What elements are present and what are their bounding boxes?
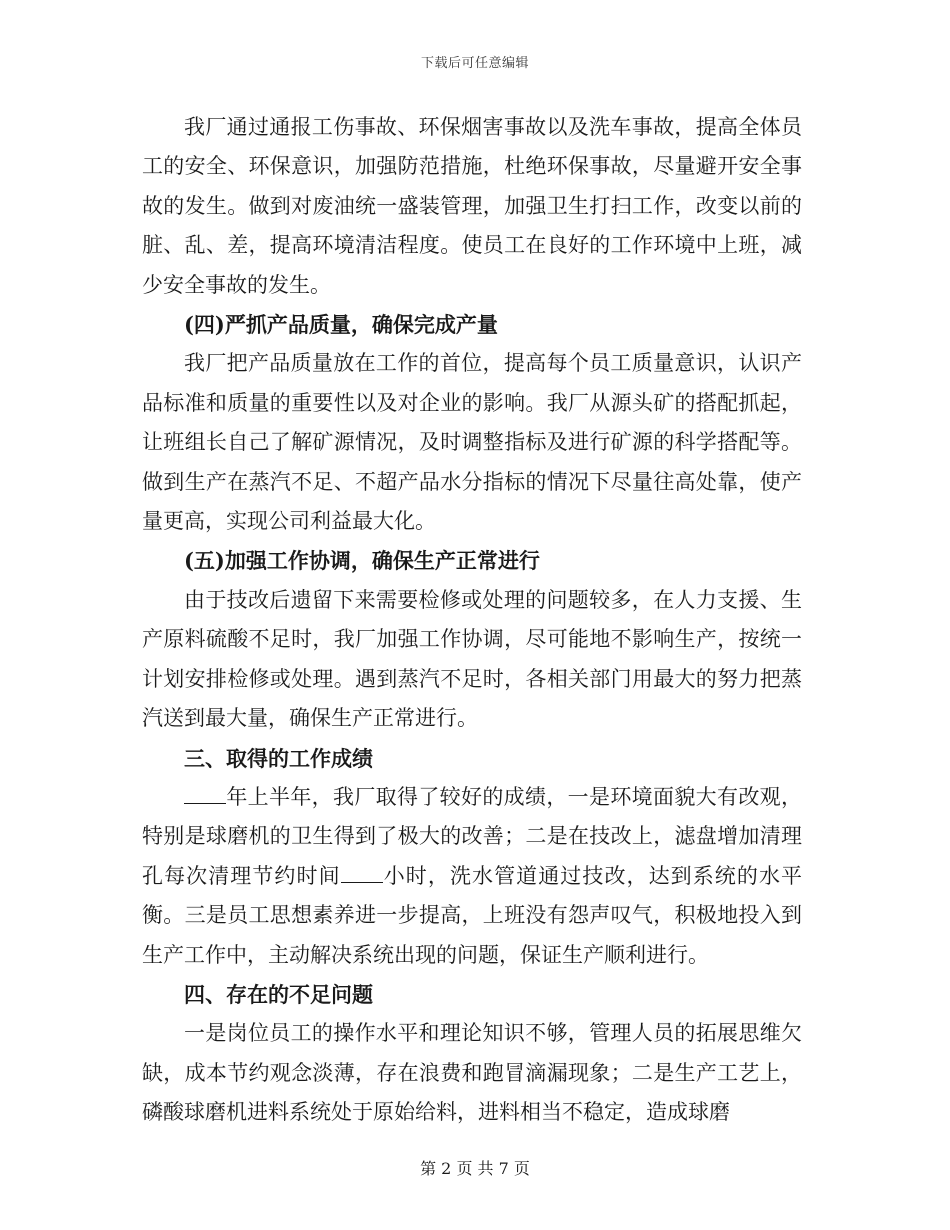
- page-number: 第 2 页 共 7 页: [420, 1159, 530, 1178]
- paragraph-quality: 我厂把产品质量放在工作的首位，提高每个员工质量意识，认识产品标准和质量的重要性以及对企业的影响。我厂从源头矿的搭配抓起，让班组长自己了解矿源情况，及时调整指标及进行矿源的科学搭配等。做到生产在蒸汽不足、不超产品水分指标的情况下尽量往高处靠，使产量更高，实现公司利益最大化。: [142, 351, 802, 534]
- heading-section-4: (四)严抓产品质量，确保完成产量: [184, 312, 498, 338]
- paragraph-shortcomings: 一是岗位员工的操作水平和理论知识不够，管理人员的拓展思维欠缺，成本节约观念淡薄，存在浪费和跑冒滴漏现象；二是生产工艺上，磷酸球磨机进料系统处于原始给料，进料相当不稳定，造成球磨: [142, 1021, 802, 1125]
- paragraph-coordination: 由于技改后遗留下来需要检修或处理的问题较多，在人力支援、生产原料硫酸不足时，我厂加强工作协调，尽可能地不影响生产，按统一计划安排检修或处理。遇到蒸汽不足时，各相关部门用最大的努力把蒸汽送到最大量，确保生产正常进行。: [142, 587, 802, 731]
- heading-shortcomings: 四、存在的不足问题: [184, 981, 373, 1007]
- heading-section-5: (五)加强工作协调，确保生产正常进行: [184, 548, 540, 574]
- year-blank: [184, 785, 226, 804]
- page-header: 下载后可任意编辑: [420, 56, 529, 71]
- achievements-text-b: 小时，洗水管道通过技改，达到系统的水平衡。三是员工思想素养进一步提高，上班没有怨声叹气，积极地投入到生产工作中，主动解决系统出现的问题，保证生产顺利进行。: [142, 863, 803, 967]
- heading-achievements: 三、取得的工作成绩: [184, 745, 373, 771]
- achievements-text-a: 年上半年，我厂取得了较好的成绩，一是环境面貌大有改观，特别是球磨机的卫生得到了极大的改善；二是在技改上，滤盘增加清理孔每次清理节约时间: [142, 784, 802, 888]
- document-body: [142, 108, 802, 1133]
- paragraph-achievements: [142, 778, 802, 975]
- paragraph-safety: 我厂通过通报工伤事故、环保烟害事故以及洗车事故，提高全体员工的安全、环保意识，加强防范措施，杜绝环保事故，尽量避开安全事故的发生。做到对废油统一盛装管理，加强卫生打扫工作，改变以前的脏、乱、差，提高环境清洁程度。使员工在良好的工作环境中上班，减少安全事故的发生。: [142, 115, 802, 297]
- hours-blank: [341, 864, 383, 883]
